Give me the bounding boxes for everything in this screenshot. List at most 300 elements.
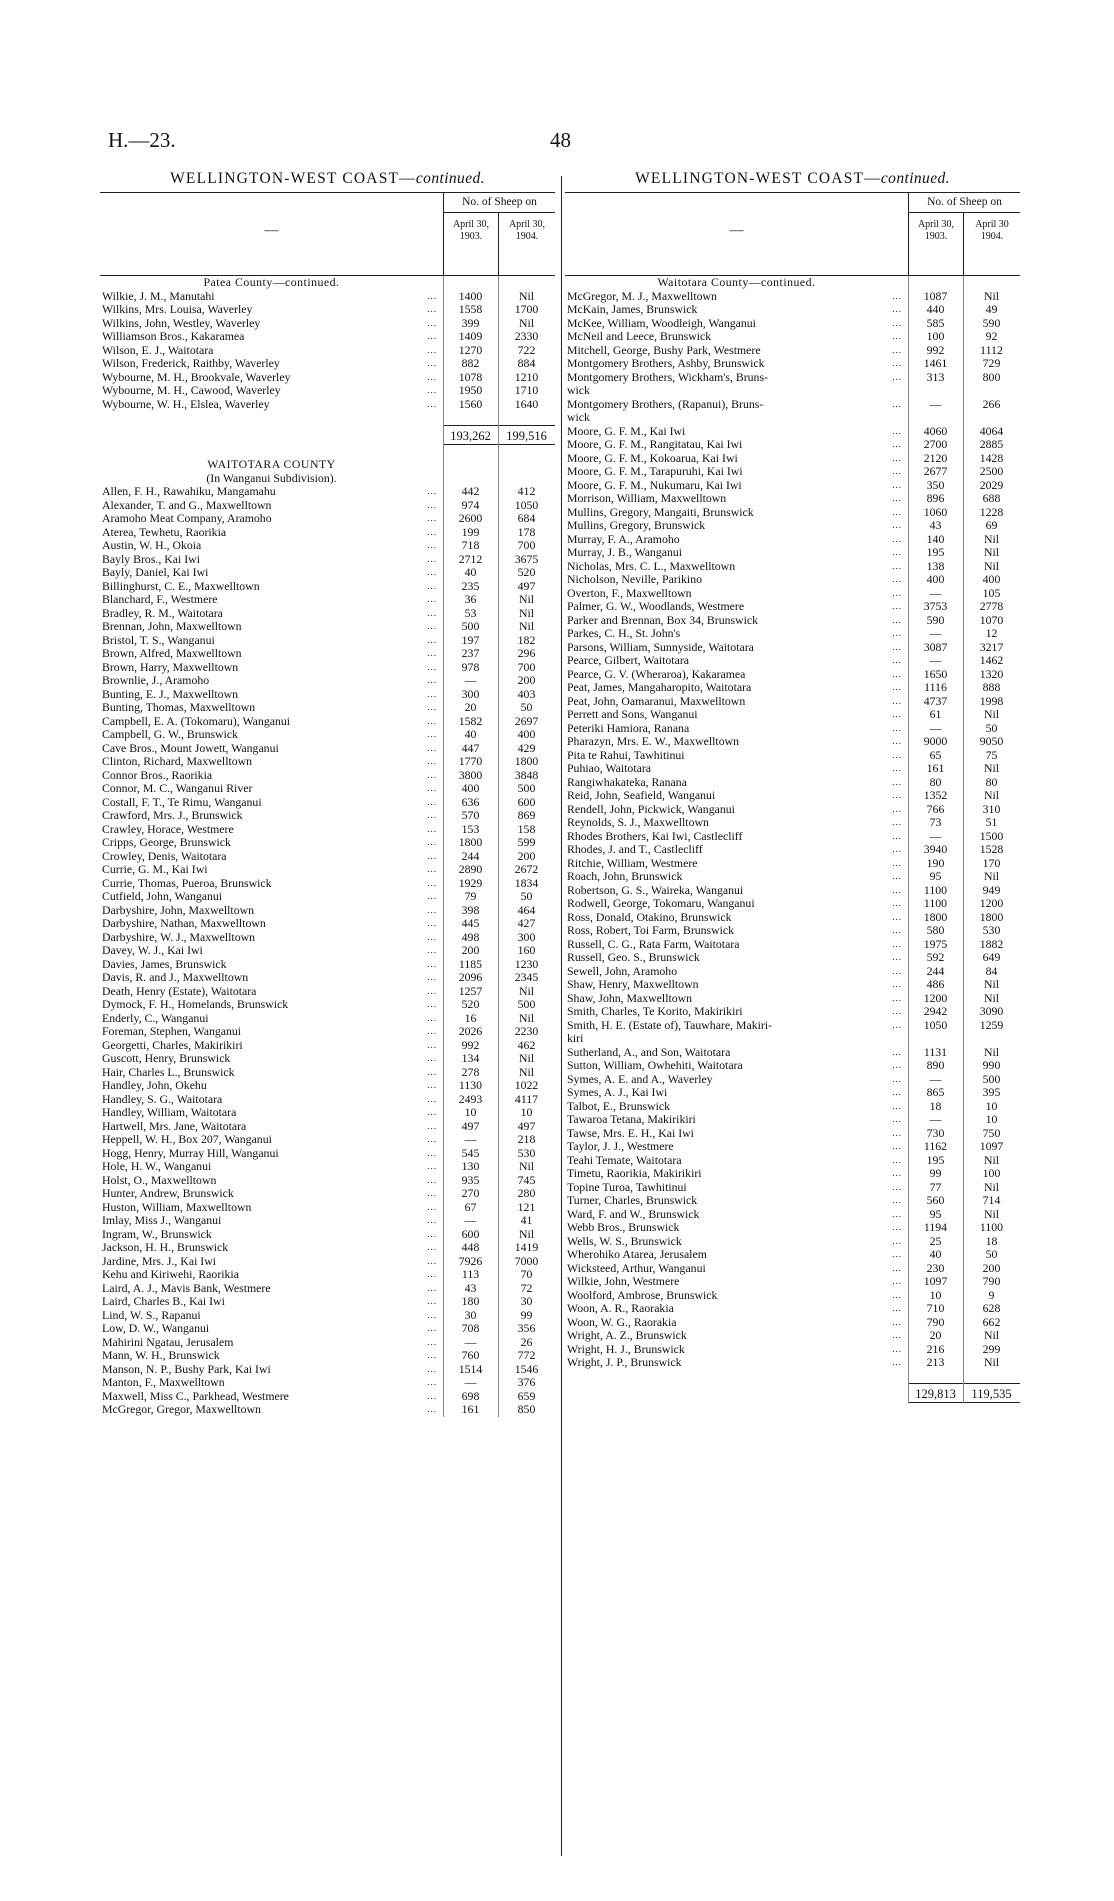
leader-dots: ... — [427, 1377, 437, 1387]
table-row — [565, 681, 1020, 695]
owner-cell — [565, 789, 908, 803]
owner-name: Mullins, Gregory, Mangaiti, Brunswick — [567, 505, 754, 519]
leader-dots: ... — [892, 587, 902, 598]
owner-name: Wilkins, Mrs. Louisa, Waverley — [102, 303, 253, 316]
owner-cell — [100, 1241, 443, 1255]
table-row — [565, 1302, 1020, 1316]
sheep-1904-cell: Nil — [983, 788, 1000, 802]
leader-dots: ... — [892, 1316, 902, 1327]
table-row — [100, 1363, 555, 1377]
owner-cell — [565, 1235, 908, 1249]
table-row — [100, 836, 555, 850]
owner-name: Wherohiko Atarea, Jerusalem — [567, 1248, 707, 1261]
sheep-1904-cell: 530 — [517, 1145, 536, 1160]
owner-name: Talbot, E., Brunswick — [567, 1099, 671, 1113]
sheep-1903-cell: 216 — [926, 1341, 945, 1356]
table-row — [565, 519, 1020, 533]
owner-name: Wybourne, M. H., Cawood, Waverley — [102, 384, 281, 397]
owner-cell — [100, 1052, 443, 1066]
table-row — [565, 749, 1020, 763]
table-row — [565, 398, 1020, 412]
table-row — [565, 668, 1020, 682]
sheep-1904-cell: Nil — [983, 977, 1000, 991]
page-number: 48 — [550, 128, 571, 152]
sheep-1904-cell: 121 — [517, 1199, 536, 1214]
owner-name: Mahirini Ngatau, Jerusalem — [102, 1335, 234, 1349]
leader-dots: ... — [427, 1161, 437, 1171]
leader-dots: ... — [427, 891, 437, 901]
owner-name: Peat, John, Oamaranui, Maxwelltown — [567, 694, 746, 708]
leader-dots: ... — [427, 648, 437, 658]
sheep-1904-cell: 2500 — [979, 464, 1004, 478]
sheep-1903-cell: — — [464, 1334, 477, 1349]
table-row — [100, 1376, 555, 1390]
sheep-1904-cell: 628 — [982, 1301, 1001, 1315]
sheep-1903-cell: 1185 — [458, 956, 483, 971]
owner-name: Manson, N. P., Bushy Park, Kai Iwi — [102, 1362, 271, 1376]
section-heading: WAITOTARA COUNTY — [207, 457, 336, 471]
sheep-1904-cell: 12 — [985, 626, 998, 640]
owner-cell — [100, 1214, 443, 1228]
table-row — [100, 958, 555, 972]
owner-name: Symes, A. J., Kai Iwi — [567, 1086, 668, 1099]
owner-name: Williamson Bros., Kakaramea — [102, 330, 245, 343]
sheep-1904-cell: 1259 — [979, 1017, 1004, 1032]
sheep-1904-cell: 26 — [520, 1334, 533, 1349]
owner-name: Montgomery Brothers, Wickham's, Bruns- — [567, 370, 768, 384]
owner-cell — [565, 1167, 908, 1181]
table-row — [565, 1140, 1020, 1154]
sheep-1904-cell: 400 — [982, 572, 1001, 586]
owner-cell — [565, 371, 908, 385]
sheep-1904-cell: 688 — [982, 491, 1001, 505]
sheep-1903-cell: 600 — [461, 1226, 480, 1241]
owner-name: Topine Turoa, Tawhitinui — [567, 1180, 687, 1194]
leader-dots: ... — [427, 783, 437, 793]
sheep-1903-cell: 442 — [461, 484, 480, 498]
sheep-1904-cell: 7000 — [514, 1253, 539, 1268]
sheep-1904-cell — [963, 1032, 1020, 1046]
sheep-1903-cell: 760 — [461, 1348, 480, 1362]
owner-cell — [565, 992, 908, 1006]
owner-cell — [565, 1032, 908, 1046]
sheep-1904-cell: 1546 — [514, 1361, 539, 1376]
owner-name: Death, Henry (Estate), Waitotara — [102, 984, 257, 998]
sheep-1903-cell: 1087 — [923, 288, 948, 303]
leader-dots: ... — [427, 1242, 437, 1252]
table-row — [100, 985, 555, 999]
leader-dots: ... — [892, 749, 902, 760]
sheep-1904-cell: 9050 — [979, 734, 1004, 748]
sheep-1904-cell: 729 — [982, 356, 1001, 370]
sheep-1903-cell: 313 — [926, 369, 945, 384]
owner-cell — [565, 776, 908, 790]
table-row — [100, 890, 555, 904]
owner-name: Costall, F. T., Te Rimu, Wanganui — [102, 795, 262, 809]
leader-dots: ... — [892, 884, 902, 895]
sheep-1903-cell: 545 — [461, 1145, 480, 1160]
sheep-1904-cell: 2697 — [514, 713, 539, 728]
leader-dots: ... — [427, 540, 437, 550]
leader-dots: ... — [427, 729, 437, 739]
owner-cell — [565, 1194, 908, 1208]
sheep-1903-cell: 400 — [926, 572, 945, 586]
leader-dots: ... — [892, 1087, 902, 1097]
sheep-1904-cell: 3090 — [979, 1004, 1004, 1018]
owner-name: Handley, William, Waitotara — [102, 1106, 237, 1119]
leader-dots: ... — [427, 398, 437, 409]
leader-dots: ... — [427, 358, 437, 368]
owner-name: Pearce, G. V. (Wheraroa), Kakaramea — [567, 667, 746, 681]
table-row — [565, 587, 1020, 601]
section-heading: Patea County—continued. — [203, 275, 340, 289]
sheep-1904-cell: 2778 — [979, 599, 1004, 613]
table-row — [565, 1005, 1020, 1019]
sheep-1903-cell: 40 — [464, 727, 477, 741]
report-reference: H.—23. — [108, 128, 176, 152]
sheep-1903-cell: 140 — [926, 531, 945, 546]
right-table-header — [565, 192, 1020, 276]
owner-cell — [565, 978, 908, 992]
owner-cell — [100, 985, 443, 999]
leader-dots: ... — [892, 952, 902, 962]
sheep-1903-cell: 10 — [464, 1105, 477, 1119]
sheep-1903-cell: — — [929, 653, 942, 667]
leader-dots: ... — [427, 702, 437, 712]
table-row — [565, 330, 1020, 344]
table-row — [565, 506, 1020, 520]
sheep-1904-cell: 395 — [982, 1085, 1001, 1099]
owner-name: Bayly, Daniel, Kai Iwi — [102, 566, 209, 579]
sheep-1904-cell: 376 — [517, 1375, 536, 1389]
sheep-1903-cell: — — [929, 720, 942, 735]
owner-cell — [565, 398, 908, 412]
owner-name: Wybourne, W. H., Elslea, Waverley — [102, 397, 270, 411]
owner-name: Brownlie, J., Aramoho — [102, 674, 210, 687]
sheep-1903-cell: 500 — [461, 619, 480, 633]
sheep-1903-cell: 73 — [929, 815, 942, 829]
owner-cell — [565, 1316, 908, 1330]
sheep-1903-cell: 570 — [461, 808, 480, 822]
owner-cell — [565, 1113, 908, 1127]
leader-dots: ... — [427, 715, 437, 726]
sheep-1903-cell: 1950 — [458, 383, 483, 397]
owner-name: Mann, W. H., Brunswick — [102, 1349, 220, 1362]
owner-name: Davies, James, Brunswick — [102, 957, 227, 971]
sheep-1904-cell: 49 — [985, 302, 998, 316]
sheep-1904-cell: Nil — [983, 1044, 1000, 1059]
table-row — [565, 924, 1020, 938]
table-row — [565, 1059, 1020, 1073]
leader-dots: ... — [427, 371, 437, 382]
owner-cell — [100, 1390, 443, 1404]
leader-dots: ... — [892, 425, 902, 436]
owner-name: Wybourne, M. H., Brookvale, Waverley — [102, 370, 291, 384]
sheep-1903-cell: 992 — [461, 1037, 480, 1052]
owner-cell — [565, 695, 908, 709]
sheep-1903-cell: 560 — [926, 1193, 945, 1207]
owner-name: Moore, G. F. M., Nukumaru, Kai Iwi — [567, 478, 742, 492]
owner-cell — [100, 931, 443, 945]
sheep-1903-cell: 708 — [461, 1321, 480, 1335]
leader-dots: ... — [892, 911, 902, 922]
owner-cell — [565, 438, 908, 452]
table-row — [100, 371, 555, 385]
sheep-1904-cell: 722 — [517, 342, 536, 357]
sheep-1904-cell: 69 — [985, 518, 998, 532]
sheep-1903-cell: 447 — [461, 740, 480, 755]
sheep-1904-cell: Nil — [983, 288, 1000, 303]
sheep-1903-cell: 7926 — [458, 1253, 483, 1268]
owner-name: Sutherland, A., and Son, Waitotara — [567, 1045, 731, 1059]
table-row — [100, 701, 555, 715]
table-row — [565, 803, 1020, 817]
owner-cell — [565, 924, 908, 938]
sheep-1903-cell: 2890 — [458, 862, 483, 876]
owner-name: Timetu, Raorikia, Makirikiri — [567, 1167, 702, 1180]
table-row — [100, 850, 555, 864]
owner-name: Woon, W. G., Raorakia — [567, 1315, 677, 1329]
owner-cell — [100, 1147, 443, 1161]
table-row — [565, 371, 1020, 385]
sheep-1904-cell: 1228 — [979, 504, 1004, 519]
table-row — [100, 485, 555, 499]
sheep-1903-cell — [908, 411, 963, 425]
leader-dots: ... — [892, 547, 902, 557]
sheep-1903-cell: 20 — [464, 700, 477, 714]
owner-cell — [100, 317, 443, 331]
owner-name: Campbell, E. A. (Tokomaru), Wanganui — [102, 714, 291, 728]
owner-name: Symes, A. E. and A., Waverley — [567, 1072, 713, 1086]
owner-name: Bradley, R. M., Waitotara — [102, 606, 223, 620]
leader-dots: ... — [427, 1390, 437, 1401]
sheep-1904-cell: 403 — [517, 686, 536, 701]
table-row — [565, 978, 1020, 992]
leader-dots: ... — [427, 985, 437, 996]
table-row — [100, 1093, 555, 1107]
owner-cell — [565, 1248, 908, 1262]
owner-cell — [565, 1140, 908, 1154]
sheep-1903-cell: 1409 — [458, 329, 483, 343]
sheep-1904-cell: Nil — [518, 315, 535, 330]
owner-name: Cripps, George, Brunswick — [102, 836, 231, 849]
leader-dots: ... — [427, 580, 437, 591]
table-row — [100, 944, 555, 958]
leader-dots: ... — [892, 1046, 902, 1057]
sheep-1904-cell: 18 — [985, 1233, 998, 1248]
table-row — [100, 688, 555, 702]
sheep-1904-cell: 1834 — [514, 875, 539, 890]
sheep-1903-cell: 497 — [461, 1118, 480, 1133]
leader-dots: ... — [427, 621, 437, 631]
sheep-1904-cell: 50 — [520, 700, 533, 714]
owner-cell — [100, 1268, 443, 1282]
leader-dots: ... — [427, 796, 437, 807]
owner-cell — [100, 755, 443, 769]
table-row — [100, 769, 555, 783]
owner-name: McNeil and Leece, Brunswick — [567, 330, 712, 343]
leader-dots: ... — [892, 1249, 902, 1259]
owner-name: Russell, C. G., Rata Farm, Waitotara — [567, 937, 740, 951]
sheep-1904-cell: 462 — [517, 1037, 536, 1052]
leader-dots: ... — [427, 1336, 437, 1347]
table-row — [100, 728, 555, 742]
sheep-1903-cell: 1800 — [458, 835, 483, 849]
sheep-1904-cell: 160 — [517, 943, 536, 957]
owner-cell — [565, 1275, 908, 1289]
sheep-1903-cell: 350 — [926, 477, 945, 492]
sheep-1903-cell: 1400 — [458, 288, 483, 303]
leader-dots: ... — [892, 938, 902, 949]
sheep-1903-cell: 2700 — [923, 437, 948, 451]
owner-cell — [565, 897, 908, 911]
owner-cell — [100, 782, 443, 796]
leader-dots: ... — [892, 1060, 902, 1070]
table-row — [100, 998, 555, 1012]
owner-cell — [565, 533, 908, 547]
sheep-1904-cell: Nil — [983, 990, 1000, 1005]
owner-cell — [100, 917, 443, 931]
owner-cell — [565, 452, 908, 466]
column-divider — [561, 176, 562, 1856]
leader-dots: ... — [892, 1168, 902, 1178]
owner-cell — [565, 1005, 908, 1019]
owner-cell — [565, 411, 908, 425]
owner-cell — [100, 566, 443, 580]
leader-dots: ... — [892, 803, 902, 814]
leader-dots: ... — [892, 1208, 902, 1219]
owner-name: wick — [567, 411, 590, 424]
owner-cell — [100, 1187, 443, 1201]
owner-name: Wicksteed, Arthur, Wanganui — [567, 1261, 706, 1275]
table-row — [565, 992, 1020, 1006]
sheep-1903-cell: 200 — [461, 943, 480, 957]
sheep-1904-cell: 100 — [982, 1166, 1001, 1180]
sheep-1904-cell: 2230 — [514, 1024, 539, 1038]
sheep-1903-cell: 20 — [929, 1328, 942, 1342]
owner-cell — [565, 1127, 908, 1141]
section-subheading: (In Wanganui Subdivision). — [206, 470, 337, 485]
table-row — [100, 290, 555, 304]
sheep-1903-cell: 95 — [929, 1206, 942, 1221]
sheep-1903-cell: 1257 — [458, 983, 483, 998]
sheep-1904-cell: 4064 — [979, 423, 1004, 438]
table-row — [100, 877, 555, 891]
sheep-1903-cell: 43 — [464, 1280, 477, 1295]
total-1904: 119,535 — [963, 1383, 1020, 1403]
year-1903-header: April 30, 1903. — [443, 213, 498, 275]
owner-cell — [565, 1356, 908, 1370]
table-row — [565, 573, 1020, 587]
table-row — [565, 911, 1020, 925]
sheep-1904-cell: 280 — [517, 1186, 536, 1200]
sheep-1903-cell: 896 — [926, 491, 945, 505]
sheep-1903-cell: 235 — [461, 578, 480, 593]
owner-cell — [100, 580, 443, 594]
sheep-1904-cell: 684 — [517, 511, 536, 525]
owner-cell — [100, 384, 443, 398]
table-row — [100, 539, 555, 553]
sheep-1904-cell: 1462 — [979, 653, 1004, 667]
owner-cell — [565, 857, 908, 871]
owner-name: Hole, H. W., Wanganui — [102, 1160, 212, 1173]
owner-cell — [100, 850, 443, 864]
sheep-1903-cell: 134 — [461, 1051, 480, 1065]
table-row — [565, 290, 1020, 304]
sheep-1904-cell: Nil — [518, 1159, 535, 1173]
owner-name: Darbyshire, John, Maxwelltown — [102, 903, 255, 917]
leader-dots: ... — [892, 493, 902, 503]
owner-cell — [565, 1329, 908, 1343]
table-row-continuation — [565, 384, 1020, 398]
table-row — [100, 1066, 555, 1080]
table-row — [100, 715, 555, 729]
table-row — [100, 1336, 555, 1350]
leader-dots: ... — [892, 763, 902, 773]
table-row — [565, 479, 1020, 493]
owner-name: Mullins, Gregory, Brunswick — [567, 519, 706, 532]
leader-dots: ... — [892, 533, 902, 544]
left-table-header — [100, 192, 555, 276]
owner-name: Currie, G. M., Kai Iwi — [102, 863, 208, 876]
leader-dots: ... — [427, 1053, 437, 1063]
sheep-1904-cell: Nil — [983, 1355, 1000, 1369]
leader-dots: ... — [892, 925, 902, 935]
leader-dots: ... — [892, 1289, 902, 1300]
owner-cell — [100, 303, 443, 317]
leader-dots: ... — [427, 877, 437, 888]
sheep-1904-cell: 266 — [982, 396, 1001, 411]
owner-cell — [565, 1208, 908, 1222]
sheep-1903-cell: — — [929, 828, 942, 843]
leader-dots: ... — [427, 1201, 437, 1212]
sheep-1904-cell: 1528 — [979, 842, 1004, 856]
sheep-1903-cell: 161 — [926, 761, 945, 775]
sheep-1904-cell: 4117 — [514, 1091, 539, 1106]
owner-cell — [100, 1255, 443, 1269]
table-row — [565, 965, 1020, 979]
owner-name: Shaw, John, Maxwelltown — [567, 991, 693, 1005]
sheep-1904-cell: Nil — [983, 1179, 1000, 1194]
owner-name: Teahi Temate, Waitotara — [567, 1153, 682, 1167]
sheep-1904-cell: 700 — [517, 538, 536, 552]
sheep-1904-cell: 1230 — [514, 956, 539, 971]
sheep-1904-cell: 1050 — [514, 497, 539, 512]
owner-cell — [100, 1039, 443, 1053]
sheep-1904-cell: 2345 — [514, 970, 539, 984]
leader-dots: ... — [427, 1026, 437, 1036]
sheep-1903-cell: 213 — [926, 1355, 945, 1369]
owner-name: Pearce, Gilbert, Waitotara — [567, 654, 689, 667]
sheep-1903-cell: 1116 — [924, 680, 947, 694]
sheep-1903-cell: 590 — [926, 612, 945, 627]
leader-dots: ... — [892, 452, 902, 463]
leader-dots: ... — [892, 371, 902, 382]
leader-dots: ... — [892, 1114, 902, 1124]
leader-dots: ... — [427, 1147, 437, 1158]
table-row — [100, 566, 555, 580]
leader-dots: ... — [427, 607, 437, 618]
sheep-1904-cell: 497 — [517, 578, 536, 593]
owner-cell — [565, 1086, 908, 1100]
table-row — [100, 1309, 555, 1323]
owner-cell — [100, 634, 443, 648]
sheep-1903-cell: 730 — [926, 1125, 945, 1140]
owner-name: Kehu and Kiriwehi, Raorikia — [102, 1268, 239, 1281]
sheep-1904-cell: 200 — [517, 848, 536, 863]
sheep-1904-cell: 182 — [517, 632, 536, 647]
owner-name: Pita te Rahui, Tawhitinui — [567, 748, 685, 762]
